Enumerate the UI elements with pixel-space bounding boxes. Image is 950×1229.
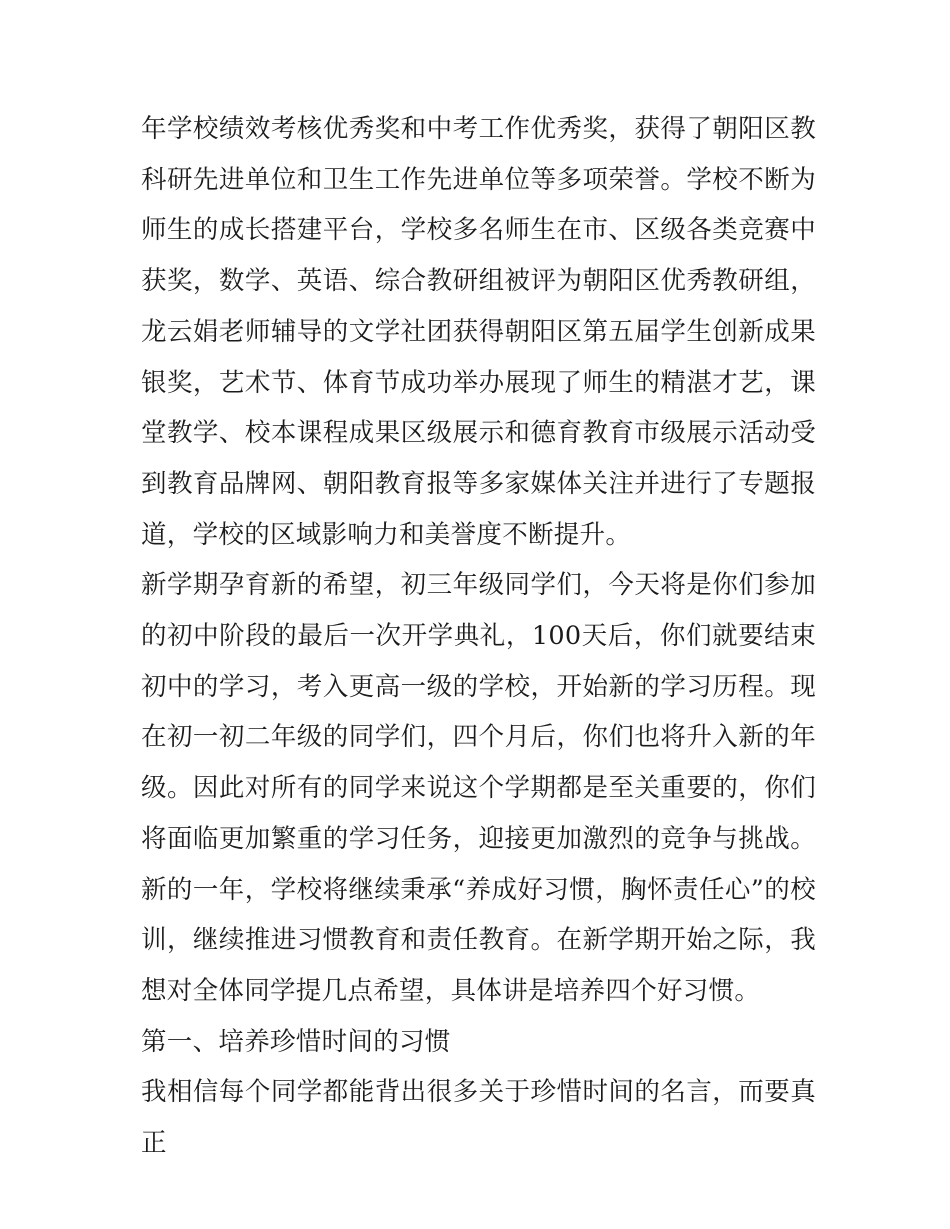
section-heading-time: 第一、培养珍惜时间的习惯 <box>141 1026 451 1057</box>
paragraph-school-honors: 年学校绩效考核优秀奖和中考工作优秀奖，获得了朝阳区教科研先进单位和卫生工作先进单位等多项荣誉。学校不断为师生的成长搭建平台，学校多名师生在市、区级各类竞赛中获奖，数学、英语、综合教研组被评为朝阳区优秀教研组，龙云娟老师辅导的文学社团获得朝阳区第五届学生创新成果银奖，艺术节、体育节成功举办展现了师生的精湛才艺，课堂教学、校本课程成果区级展示和德育教育市级展示活动受到教育品牌网、朝阳教育报等多家媒体关注并进行了专题报道，学校的区域影响力和美誉度不断提升。 <box>141 114 816 550</box>
document-body <box>141 104 816 1169</box>
paragraph-new-semester: 新学期孕育新的希望，初三年级同学们，今天将是你们参加的初中阶段的最后一次开学典礼，100天后，你们就要结束初中的学习，考入更高一级的学校，开始新的学习历程。现在初一初二年级的同学们，四个月后，你们也将升入新的年级。因此对所有的同学来说这个学期都是至关重要的，你们将面临更加繁重的学习任务，迎接更加激烈的竞争与挑战。新的一年，学校将继续秉承“养成好习惯，胸怀责任心”的校训，继续推进习惯教育和责任教育。在新学期开始之际，我想对全体同学提几点希望，具体讲是培养四个好习惯。 <box>141 570 816 1006</box>
paragraph-cherish-time: 我相信每个同学都能背出很多关于珍惜时间的名言，而要真正 <box>141 1077 816 1159</box>
